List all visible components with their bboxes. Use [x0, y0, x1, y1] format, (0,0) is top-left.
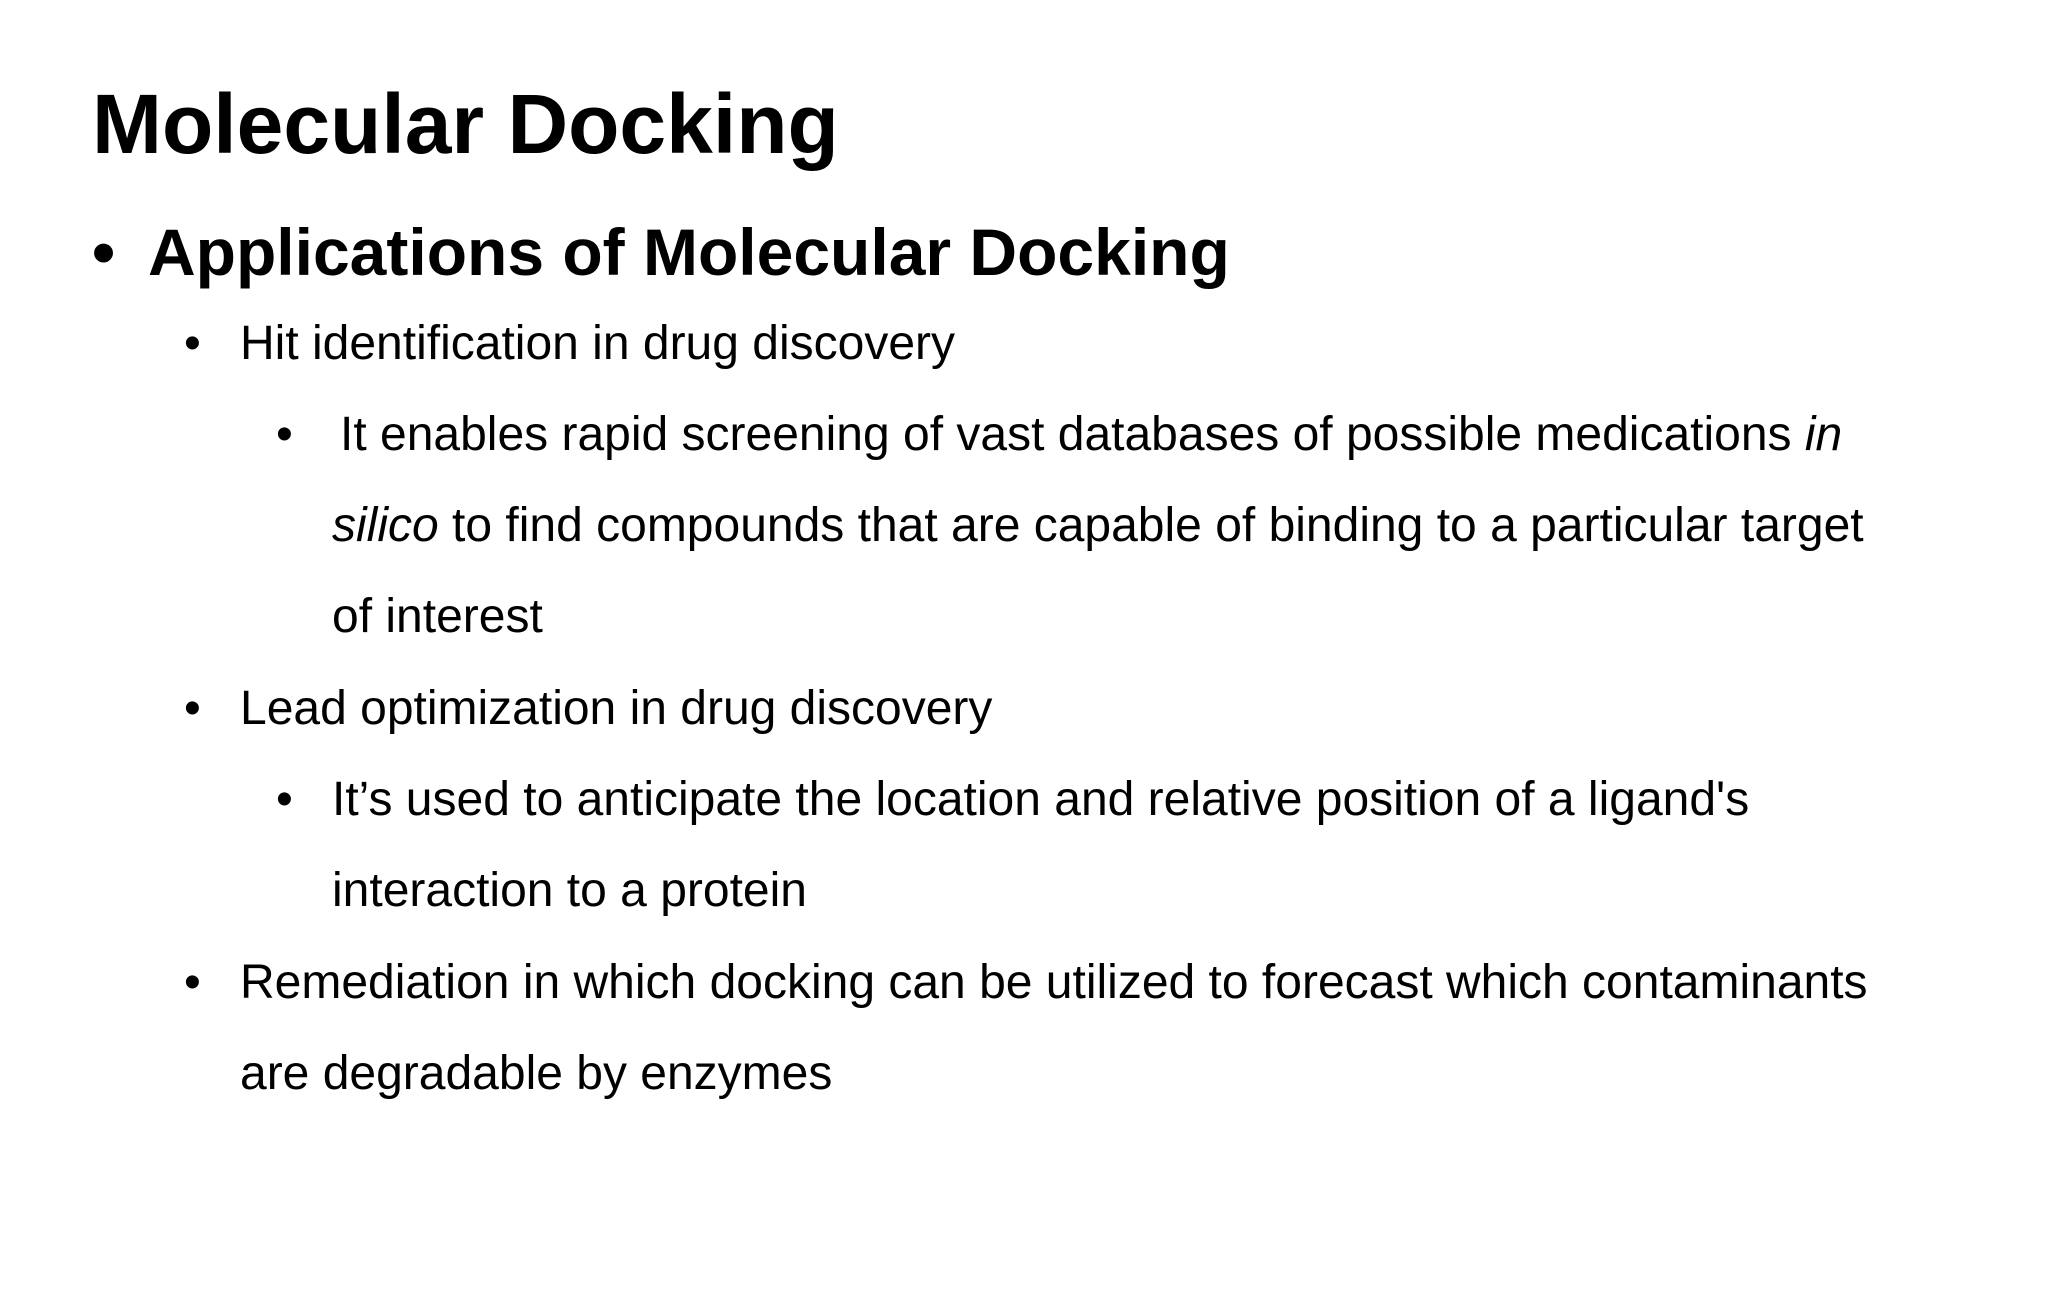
sub-item-line-2	[332, 497, 1864, 555]
list-item-label: Lead optimization in drug discovery	[240, 682, 993, 735]
list-item-label-line-1: Remediation in which docking can be utilized to forecast which contaminants	[240, 956, 1868, 1009]
section-heading-text: Applications of Molecular Docking	[148, 215, 1230, 289]
sub-item-line-1: It’s used to anticipate the location and relative position of a ligand's	[332, 773, 1750, 826]
sub-item-line-3: of interest	[332, 590, 543, 643]
bullet: •	[92, 215, 116, 289]
sub-item-italic-text: in	[1804, 408, 1843, 461]
sub-item-text: It enables rapid screening of vast databases of possible medications	[340, 408, 1805, 461]
list-item-label: Hit identification in drug discovery	[240, 317, 956, 370]
sub-item-text: to find compounds that are capable of binding to a particular target	[438, 499, 1864, 552]
sub-item-line-1	[340, 406, 1842, 464]
list-item-label-line-2: are degradable by enzymes	[240, 1047, 833, 1100]
bullet: •	[184, 956, 201, 1009]
bullet: •	[184, 682, 201, 735]
bullet: •	[276, 408, 293, 461]
sub-item-line-2: interaction to a protein	[332, 864, 807, 917]
bullet: •	[276, 773, 293, 826]
sub-item-italic-text: silico	[332, 499, 439, 552]
bullet: •	[184, 317, 201, 370]
slide-title: Molecular Docking	[92, 77, 839, 171]
